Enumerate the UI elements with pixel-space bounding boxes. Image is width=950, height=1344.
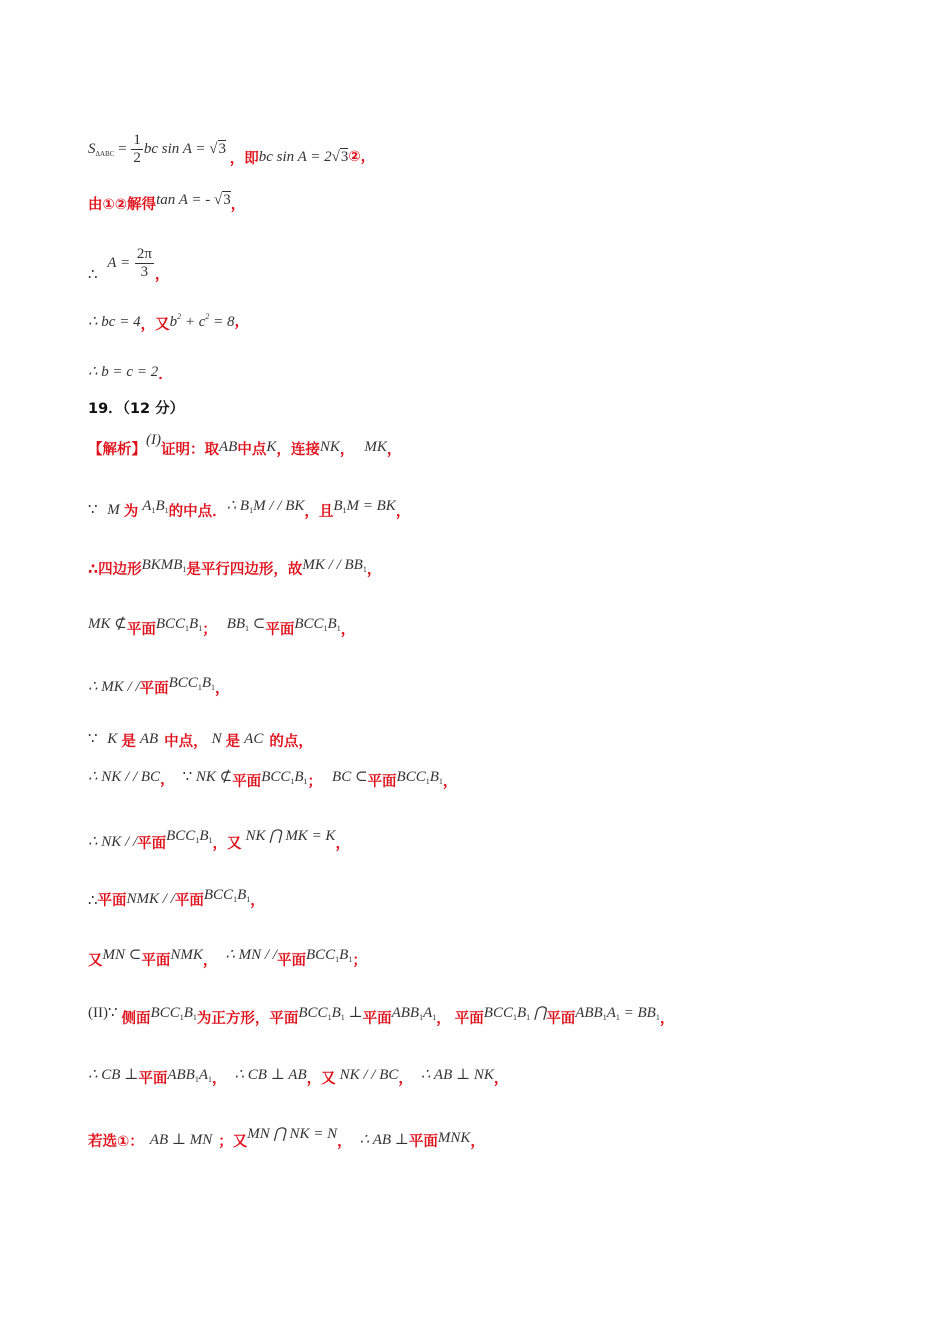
plane-text: 平面 (265, 622, 295, 638)
text: ， (160, 772, 175, 788)
text: ， (398, 1071, 413, 1087)
text: ， (339, 442, 355, 458)
text: ， (337, 1134, 352, 1150)
plane-text: 平面 (546, 1011, 576, 1027)
part-one: (I) (146, 432, 161, 448)
text: 为 (123, 504, 139, 520)
analysis-tag: 【解析】 (88, 442, 146, 458)
option-label: 若选①： (88, 1134, 144, 1150)
k-n-midpoints-line (88, 729, 313, 749)
abb1a1-equals-bb1: $ABB_1A_1 = BB_1$ (575, 1005, 660, 1022)
plane-text: 平面 (174, 893, 204, 909)
plane-mnk: MNK (437, 1130, 471, 1146)
plane-bcc1b1: $BCC_1B_1$ (305, 947, 353, 964)
quad-bkmb1: $BKMB_1$ (141, 557, 187, 574)
mk-not-subset: MK ⊄ (88, 616, 127, 632)
text: 的点， (269, 734, 313, 750)
text: ， (659, 1011, 675, 1027)
text: ， (250, 893, 265, 909)
nk-cap-mk: NK ⋂ MK = K (245, 828, 336, 844)
text: 中点 (237, 442, 267, 458)
mk-parallel-bb1: MK / / $BB_1$ (302, 557, 367, 574)
seg-a1b1: $A_1B_1$ (142, 498, 169, 515)
equals: = (114, 140, 131, 157)
comma: ， (230, 197, 246, 213)
text: ，又 (212, 836, 242, 852)
angle-a: A = (107, 254, 134, 271)
plane-text: 平面 (138, 1071, 168, 1087)
bc-line (88, 307, 249, 332)
nk-parallel-bc: NK / / BC (339, 1067, 399, 1083)
ab-perp-nk: ∴ AB ⊥ NK (420, 1067, 494, 1083)
plane-text: 平面 (454, 1011, 484, 1027)
mn-subset: MN ⊂ (102, 947, 142, 963)
text: 中点， (164, 734, 208, 750)
text: 的中点． (168, 504, 227, 520)
plane-text: 平面 (276, 953, 306, 969)
text: 证明：取 (161, 442, 219, 458)
text: 侧面 (121, 1011, 151, 1027)
point-k: K (107, 731, 118, 747)
sqrt-three: 3 (218, 140, 227, 157)
part-two: (II)∵ (88, 1005, 118, 1021)
text: ∴四边形 (88, 562, 142, 578)
mk-parallel-plane-line (88, 673, 230, 698)
because-symbol: ∵ (182, 769, 193, 785)
ab-perp-mn: AB ⊥ MN (149, 1132, 213, 1148)
plane-text: 平面 (232, 774, 262, 790)
plane-bcc1b1: $BCC_1B_1$ (150, 1005, 197, 1022)
plane-text: 平面 (126, 622, 156, 638)
bc-subset: BC ⊂ (332, 769, 368, 785)
because-symbol: ∵ (88, 731, 98, 747)
angle-a-line (88, 246, 169, 281)
b-squared-plus-c-squared: $b^2 + c^2 = 8$ (169, 312, 235, 330)
bc-sin-expression: bc sin A = 2 (258, 148, 332, 165)
nk-parallel-bc: ∴ NK / / BC (88, 769, 161, 785)
nk-not-subset: NK ⊄ (195, 769, 233, 785)
cb-perp: ∴ CB ⊥ (88, 1067, 139, 1083)
question-title: 19．（12 分） (88, 401, 185, 417)
text: ，且 (304, 504, 334, 520)
plane-bcc1b1: $BCC_1B_1$ (294, 616, 341, 633)
therefore-symbol: ∴ (88, 266, 98, 283)
text: ； (202, 622, 217, 638)
mn-cap-nk: MN ⋂ NK = N (247, 1126, 338, 1142)
bc-equals-four: ∴ bc = 4 (88, 314, 141, 330)
sqrt-three-c: 3 (223, 192, 231, 208)
seg-ab: AB (219, 439, 238, 455)
point-m: M (107, 502, 120, 518)
plane-text: 平面 (367, 774, 397, 790)
text: ，连接 (276, 442, 320, 458)
then-text: ，即 (229, 150, 259, 167)
text: ， (202, 953, 218, 969)
because-symbol: ∵ (88, 502, 98, 518)
nmk-parallel: NMK / / (126, 891, 175, 907)
solve-tan-line: 由①②解得tan A = - √3， (88, 192, 246, 213)
point-n: N (211, 731, 222, 747)
sqrt-three-b: 3 (340, 148, 349, 165)
fraction-half: $\frac{1}{2}$ (133, 132, 141, 166)
text: ； (352, 953, 367, 969)
option-one-line (88, 1124, 485, 1150)
plane-text: 平面 (408, 1134, 438, 1150)
analysis-line (88, 432, 402, 458)
nk-parallel-plane-line (88, 826, 350, 851)
plane-text: 平面 (362, 1011, 392, 1027)
question-19-heading (88, 399, 184, 419)
plane-bcc1b1-cap: $BCC_1B_1$ ⋂ (483, 1005, 547, 1022)
plane-text: 平面 (139, 681, 169, 697)
b1m-parallel-bk: ∴ $B_1M$ / / BK (226, 498, 305, 515)
b-equals-c-line (88, 362, 173, 382)
plane-abb1a1: $ABB_1A_1$ (167, 1067, 212, 1084)
therefore-symbol: ∴ (88, 893, 98, 909)
mn-parallel: ∴ MN / / (225, 947, 277, 963)
text: 是 (121, 734, 136, 750)
text: 为正方形， (196, 1011, 270, 1027)
plane-bcc1b1: $BCC_1B_1$ (261, 769, 308, 786)
text: ， (366, 562, 382, 578)
area-symbol: $S_{\Delta ABC}$ (88, 140, 115, 158)
midpoint-line (88, 496, 410, 521)
solve-prefix: 由①②解得 (88, 197, 157, 213)
mk-parallel: ∴ MK / / (88, 679, 140, 695)
comma: ， (234, 314, 249, 330)
text: ， (215, 681, 230, 697)
plane-bcc1b1: $BCC_1B_1$ (396, 769, 443, 786)
bb1-subset: $BB_1$ ⊂ (226, 616, 266, 633)
tan-expression: tan A = - (156, 192, 214, 208)
not-in-plane-line (88, 614, 355, 639)
text: 是平行四边形，故 (186, 562, 303, 578)
two-pi-over-three: $\frac{2\pi}{3}$ (136, 246, 152, 280)
seg-nk: NK (319, 439, 340, 455)
comma: ， (154, 266, 170, 283)
plane-text: 平面 (141, 953, 171, 969)
seg-mk: MK (364, 439, 387, 455)
ab-perp: ∴ AB ⊥ (359, 1132, 409, 1148)
text: ，又 (306, 1071, 336, 1087)
point-k: K (266, 439, 277, 455)
plane-abb1a1: $ABB_1A_1$ (391, 1005, 437, 1022)
text: ； (307, 774, 323, 790)
area-equation-line: $S_{\Delta ABC}$ = $\frac{1}{2}$ bc sin A = √3 ，即bc sin A = 2√3②， (88, 132, 376, 167)
mn-parallel-plane-line (88, 945, 367, 970)
nk-parallel-bc-line (88, 767, 457, 792)
equation-tag: ②， (348, 148, 376, 165)
plane-bcc1b1: $BCC_1B_1$ (166, 828, 213, 845)
text: ， (212, 1071, 227, 1087)
cb-perp-ab: ∴ CB ⊥ AB (234, 1067, 307, 1083)
text: ， (436, 1011, 451, 1027)
text: ， (442, 774, 458, 790)
text: ， (395, 504, 411, 520)
cb-perp-line (88, 1065, 508, 1090)
text: ， (335, 836, 350, 852)
text: 是 (225, 734, 241, 750)
plane-text: 平面 (269, 1011, 299, 1027)
seg-ac: AC (244, 731, 264, 747)
plane-bcc1b1: $BCC_1B_1$ (203, 887, 251, 904)
text: ， (470, 1134, 485, 1150)
text: ；又 (218, 1134, 248, 1150)
also-text: ，又 (140, 317, 170, 333)
parallelogram-line (88, 555, 381, 580)
plane-bcc1b1-perp: $BCC_1B_1$ ⊥ (298, 1005, 363, 1022)
area-expression: bc sin A = (143, 140, 210, 157)
plane-text: 平面 (137, 836, 167, 852)
b1m-equals-bk: $B_1M$ = BK (333, 498, 396, 515)
plane-text: 平面 (97, 893, 127, 909)
nk-parallel: ∴ NK / / (88, 834, 138, 850)
plane-nmk-parallel-line (88, 885, 265, 910)
text: ， (386, 442, 402, 458)
plane-nmk: NMK (170, 947, 203, 963)
period: ． (158, 367, 173, 383)
text: ， (493, 1071, 509, 1087)
text: 又 (88, 953, 103, 969)
plane-bcc1b1: $BCC_1B_1$ (155, 616, 203, 633)
part-two-line (88, 1003, 674, 1028)
plane-bcc1b1: $BCC_1B_1$ (168, 675, 215, 692)
b-equals-c-equals-two: ∴ b = c = 2 (88, 364, 159, 380)
seg-ab: AB (139, 731, 159, 747)
text: ， (340, 622, 356, 638)
